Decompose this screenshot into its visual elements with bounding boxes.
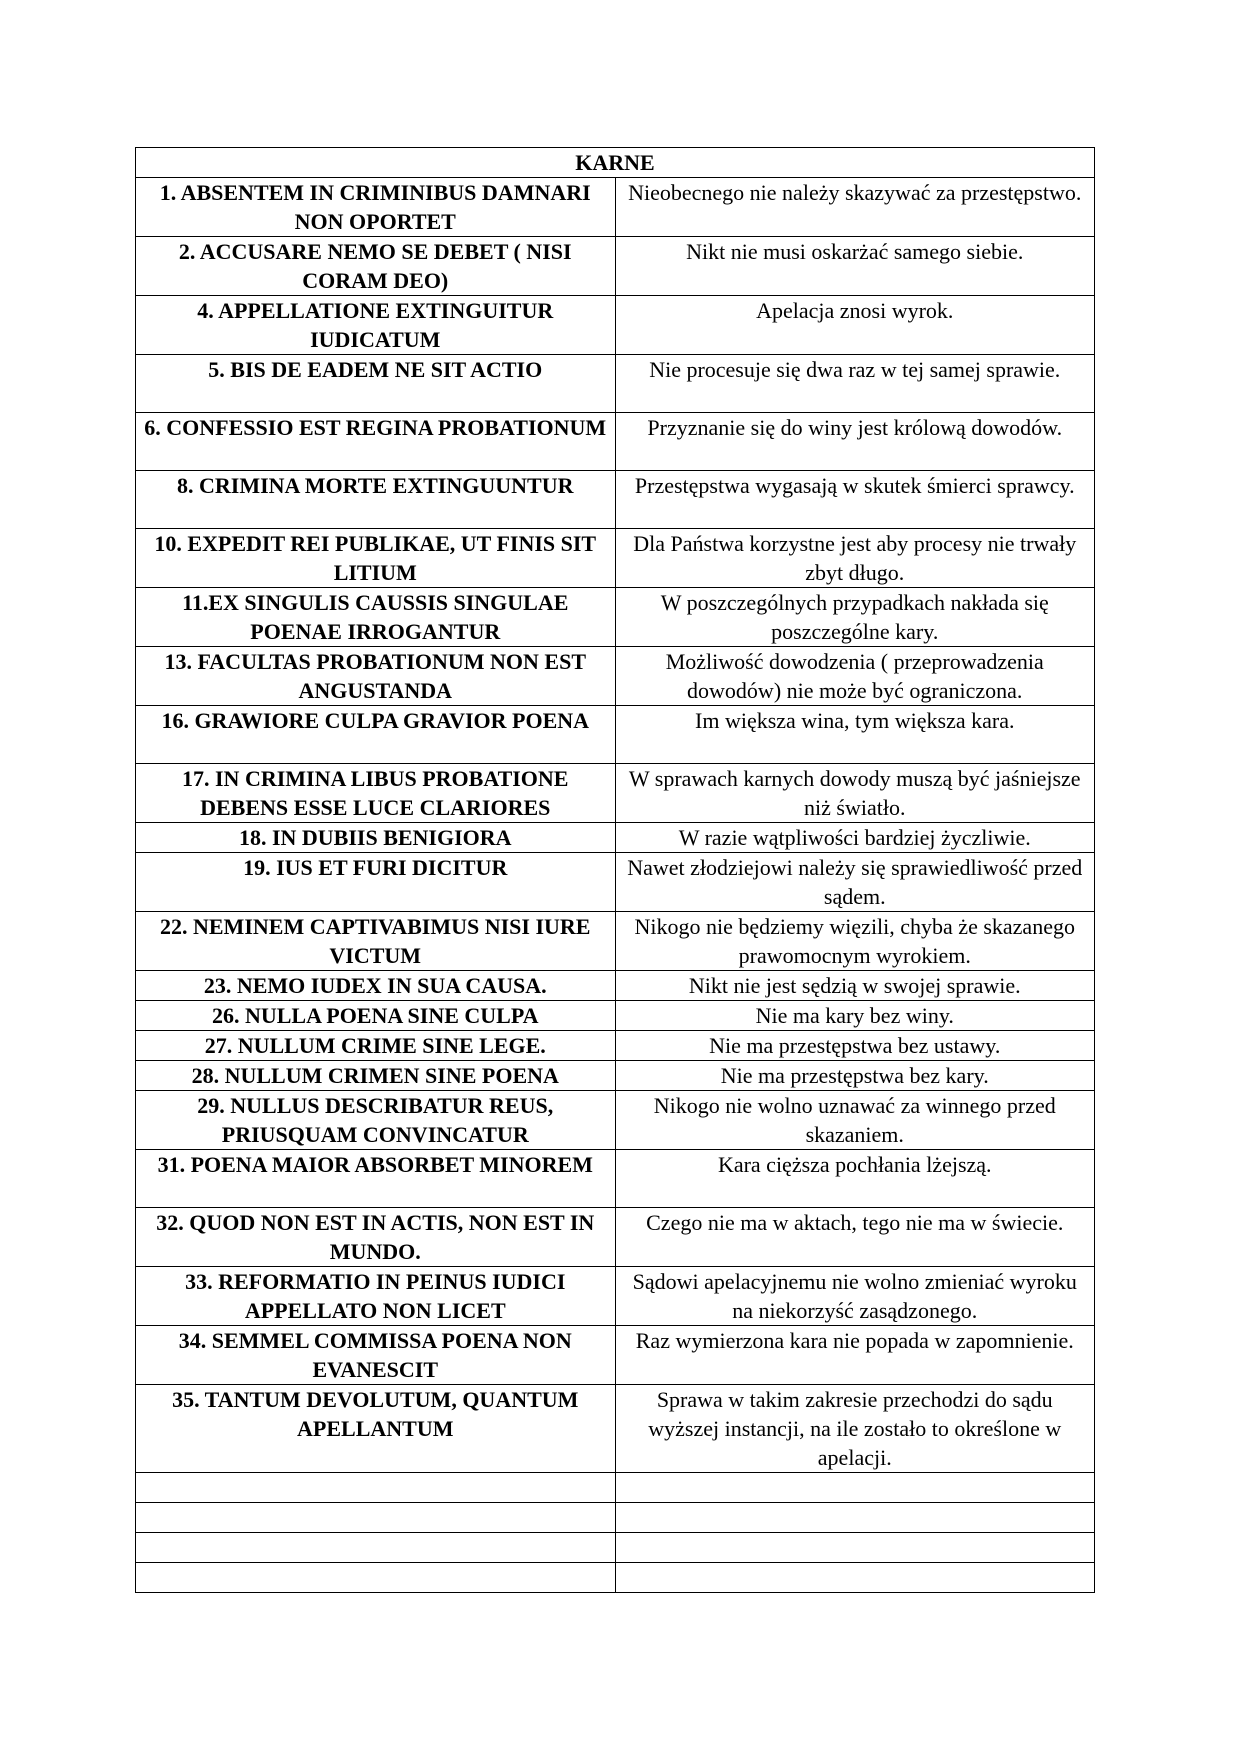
table-row (136, 1267, 1095, 1326)
table-row (136, 1091, 1095, 1150)
table-row (136, 355, 1095, 413)
empty-row (136, 1473, 1095, 1503)
table-row (136, 588, 1095, 647)
latin-maxim: 23. NEMO IUDEX IN SUA CAUSA. (136, 971, 616, 1001)
latin-maxim: 13. FACULTAS PROBATIONUM NON EST ANGUSTANDA (136, 647, 616, 706)
latin-maxim: 8. CRIMINA MORTE EXTINGUUNTUR (136, 471, 616, 529)
polish-translation: Nikogo nie wolno uznawać za winnego przed skazaniem. (615, 1091, 1095, 1150)
empty-row (136, 1533, 1095, 1563)
table-row (136, 706, 1095, 764)
polish-translation: Nikogo nie będziemy więzili, chyba że skazanego prawomocnym wyrokiem. (615, 912, 1095, 971)
polish-translation: Nikt nie musi oskarżać samego siebie. (615, 237, 1095, 296)
polish-translation: W poszczególnych przypadkach nakłada się poszczególne kary. (615, 588, 1095, 647)
latin-maxim: 33. REFORMATIO IN PEINUS IUDICI APPELLATO NON LICET (136, 1267, 616, 1326)
table-row (136, 971, 1095, 1001)
latin-maxim: 22. NEMINEM CAPTIVABIMUS NISI IURE VICTUM (136, 912, 616, 971)
latin-maxim: 27. NULLUM CRIME SINE LEGE. (136, 1031, 616, 1061)
polish-translation: Nie ma kary bez winy. (615, 1001, 1095, 1031)
table-row (136, 912, 1095, 971)
table-row (136, 764, 1095, 823)
polish-translation: Nieobecnego nie należy skazywać za przestępstwo. (615, 178, 1095, 237)
latin-maxim: 10. EXPEDIT REI PUBLIKAE, UT FINIS SIT LITIUM (136, 529, 616, 588)
document-page (135, 147, 1095, 1593)
empty-cell (136, 1503, 616, 1533)
table-row (136, 529, 1095, 588)
latin-maxim: 18. IN DUBIIS BENIGIORA (136, 823, 616, 853)
latin-maxim: 11.EX SINGULIS CAUSSIS SINGULAE POENAE IRROGANTUR (136, 588, 616, 647)
empty-cell (615, 1473, 1095, 1503)
polish-translation: W sprawach karnych dowody muszą być jaśniejsze niż światło. (615, 764, 1095, 823)
latin-maxim: 35. TANTUM DEVOLUTUM, QUANTUM APELLANTUM (136, 1385, 616, 1473)
table-header-row (136, 148, 1095, 178)
latin-maxim: 28. NULLUM CRIMEN SINE POENA (136, 1061, 616, 1091)
polish-translation: Dla Państwa korzystne jest aby procesy nie trwały zbyt długo. (615, 529, 1095, 588)
latin-maxim: 2. ACCUSARE NEMO SE DEBET ( NISI CORAM DEO) (136, 237, 616, 296)
polish-translation: Sądowi apelacyjnemu nie wolno zmieniać wyroku na niekorzyść zasądzonego. (615, 1267, 1095, 1326)
table-row (136, 1326, 1095, 1385)
latin-maxim: 6. CONFESSIO EST REGINA PROBATIONUM (136, 413, 616, 471)
table-row (136, 853, 1095, 912)
table-row (136, 1031, 1095, 1061)
table-title: KARNE (136, 148, 1095, 178)
latin-maxim: 32. QUOD NON EST IN ACTIS, NON EST IN MUNDO. (136, 1208, 616, 1267)
table-row (136, 296, 1095, 355)
empty-cell (136, 1563, 616, 1593)
table-row (136, 647, 1095, 706)
polish-translation: Czego nie ma w aktach, tego nie ma w świecie. (615, 1208, 1095, 1267)
latin-maxim: 34. SEMMEL COMMISSA POENA NON EVANESCIT (136, 1326, 616, 1385)
polish-translation: Nie procesuje się dwa raz w tej samej sprawie. (615, 355, 1095, 413)
latin-maxim: 29. NULLUS DESCRIBATUR REUS, PRIUSQUAM CONVINCATUR (136, 1091, 616, 1150)
empty-row (136, 1503, 1095, 1533)
table-row (136, 1061, 1095, 1091)
empty-cell (615, 1563, 1095, 1593)
empty-cell (136, 1533, 616, 1563)
polish-translation: Nie ma przestępstwa bez ustawy. (615, 1031, 1095, 1061)
maxims-table (135, 147, 1095, 1593)
latin-maxim: 1. ABSENTEM IN CRIMINIBUS DAMNARI NON OPORTET (136, 178, 616, 237)
empty-cell (615, 1503, 1095, 1533)
table-row (136, 823, 1095, 853)
latin-maxim: 5. BIS DE EADEM NE SIT ACTIO (136, 355, 616, 413)
latin-maxim: 19. IUS ET FURI DICITUR (136, 853, 616, 912)
table-row (136, 1150, 1095, 1208)
polish-translation: Nie ma przestępstwa bez kary. (615, 1061, 1095, 1091)
latin-maxim: 17. IN CRIMINA LIBUS PROBATIONE DEBENS ESSE LUCE CLARIORES (136, 764, 616, 823)
polish-translation: Przestępstwa wygasają w skutek śmierci sprawcy. (615, 471, 1095, 529)
polish-translation: W razie wątpliwości bardziej życzliwie. (615, 823, 1095, 853)
polish-translation: Im większa wina, tym większa kara. (615, 706, 1095, 764)
empty-cell (136, 1473, 616, 1503)
polish-translation: Raz wymierzona kara nie popada w zapomnienie. (615, 1326, 1095, 1385)
table-row (136, 178, 1095, 237)
table-row (136, 1208, 1095, 1267)
polish-translation: Apelacja znosi wyrok. (615, 296, 1095, 355)
table-row (136, 413, 1095, 471)
table-row (136, 237, 1095, 296)
table-row (136, 471, 1095, 529)
table-row (136, 1385, 1095, 1473)
table-row (136, 1001, 1095, 1031)
latin-maxim: 4. APPELLATIONE EXTINGUITUR IUDICATUM (136, 296, 616, 355)
empty-row (136, 1563, 1095, 1593)
empty-cell (615, 1533, 1095, 1563)
polish-translation: Nawet złodziejowi należy się sprawiedliwość przed sądem. (615, 853, 1095, 912)
latin-maxim: 16. GRAWIORE CULPA GRAVIOR POENA (136, 706, 616, 764)
polish-translation: Kara cięższa pochłania lżejszą. (615, 1150, 1095, 1208)
polish-translation: Sprawa w takim zakresie przechodzi do sądu wyższej instancji, na ile zostało to określone w apelacji. (615, 1385, 1095, 1473)
latin-maxim: 26. NULLA POENA SINE CULPA (136, 1001, 616, 1031)
polish-translation: Nikt nie jest sędzią w swojej sprawie. (615, 971, 1095, 1001)
polish-translation: Możliwość dowodzenia ( przeprowadzenia dowodów) nie może być ograniczona. (615, 647, 1095, 706)
latin-maxim: 31. POENA MAIOR ABSORBET MINOREM (136, 1150, 616, 1208)
polish-translation: Przyznanie się do winy jest królową dowodów. (615, 413, 1095, 471)
